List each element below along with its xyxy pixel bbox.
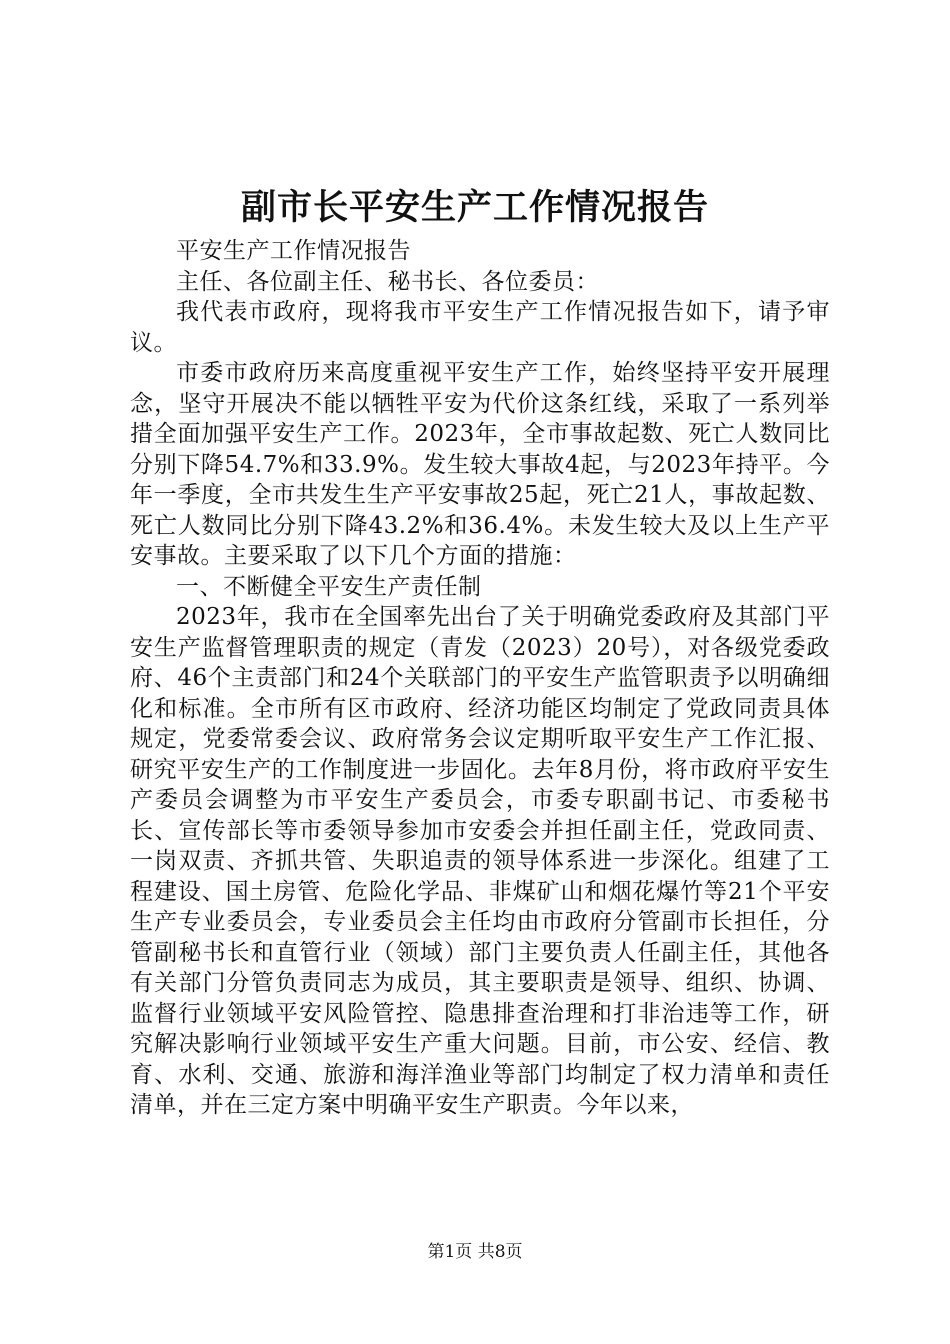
paragraph-intro: 我代表市政府，现将我市平安生产工作情况报告如下，请予审议。 bbox=[130, 299, 830, 356]
section-heading-1: 一、不断健全平安生产责任制 bbox=[176, 573, 482, 600]
document-title: 副市长平安生产工作情况报告 bbox=[240, 187, 709, 228]
paragraph-subtitle: 平安生产工作情况报告 bbox=[176, 238, 411, 264]
document-body bbox=[130, 236, 830, 1121]
paragraph-section-1: 2023年，我市在全国率先出台了关于明确党委政府及其部门平安生产监督管理职责的规定（青发（2023）20号），对各级党委政府、46个主责部门和24个关联部门的平安生产监管职责予以明确细化和标准。全市所有区市政府、经济功能区均制定了党政同责具体规定，党委常委会议、政府常务会议定期听取平安生产工作汇报、研究平安生产的工作制度进一步固化。去年8月份，将市政府平安生产委员会调整为市平安生产委员会，市委专职副书记、市委秘书长、宣传部长等市委领导参加市安委会并担任副主任，党政同责、一岗双责、齐抓共管、失职追责的领导体系进一步深化。组建了工程建设、国土房管、危险化学品、非煤矿山和烟花爆竹等21个平安生产专业委员会，专业委员会主任均由市政府分管副市长担任，分管副秘书长和直管行业（领域）部门主要负责人任副主任，其他各有关部门分管负责同志为成员，其主要职责是领导、组织、协调、监督行业领域平安风险管控、隐患排查治理和打非治违等工作，研究解决影响行业领域平安生产重大问题。目前，市公安、经信、教育、水利、交通、旅游和海洋渔业等部门均制定了权力清单和责任清单，并在三定方案中明确平安生产职责。今年以来， bbox=[130, 604, 830, 1118]
paragraph-salutation: 主任、各位副主任、秘书长、各位委员： bbox=[176, 268, 599, 295]
page-number-footer: 第1页 共8页 bbox=[427, 1242, 523, 1262]
paragraph-overview: 市委市政府历来高度重视平安生产工作，始终坚持平安开展理念，坚守开展决不能以牺牲平安为代价这条红线，采取了一系列举措全面加强平安生产工作。2023年，全市事故起数、死亡人数同比分别下降54.7%和33.9%。发生较大事故4起，与2023年持平。今年一季度，全市共发生生产平安事故25起，死亡21人，事故起数、死亡人数同比分别下降43.2%和36.4%。未发生较大及以上生产平安事故。主要采取了以下几个方面的措施： bbox=[130, 360, 830, 569]
